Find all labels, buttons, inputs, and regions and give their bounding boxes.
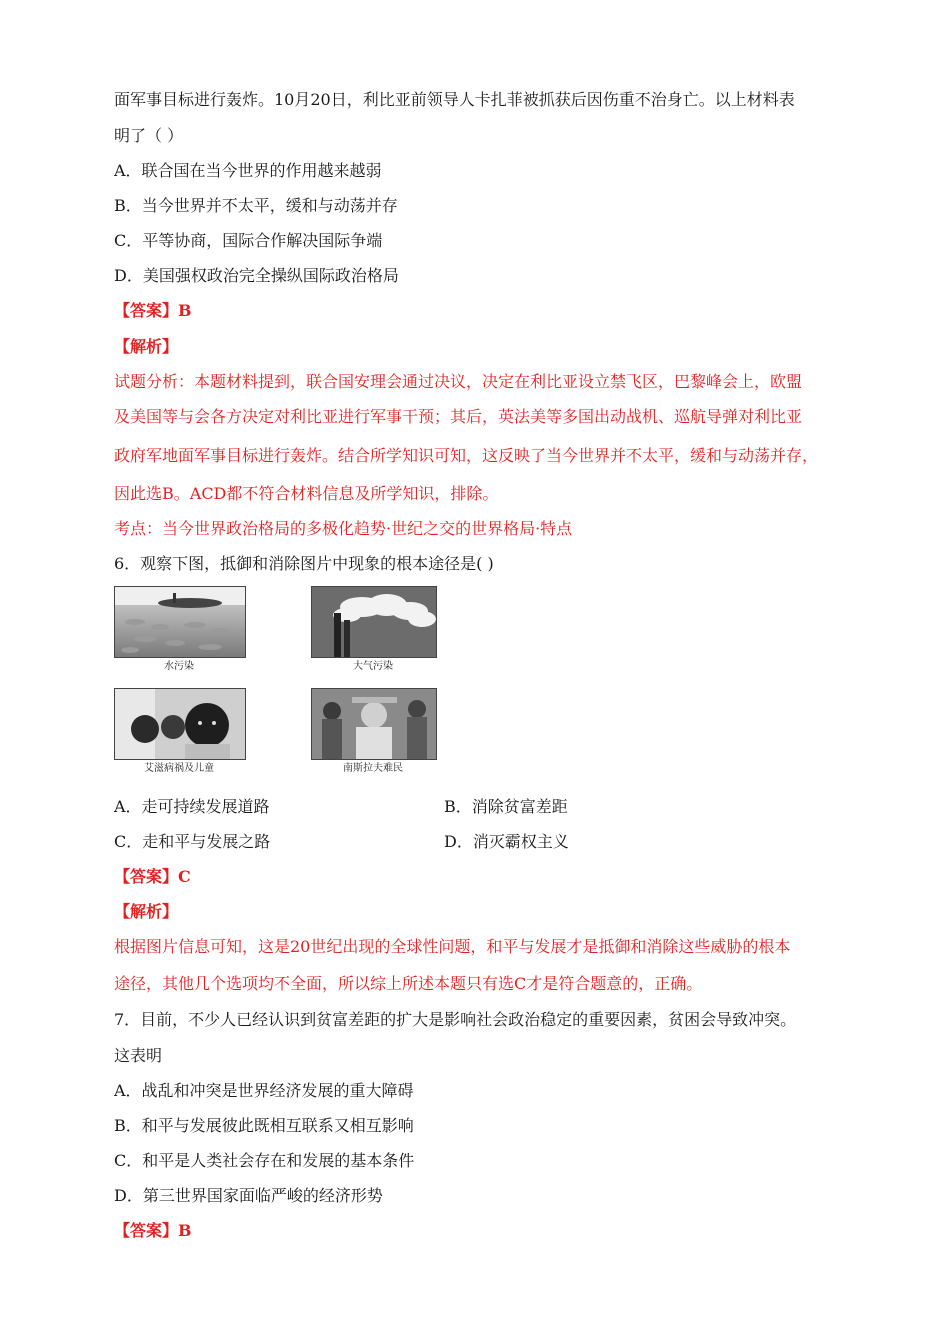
q6-option-a: A．走可持续发展道路 [114,797,270,816]
q5-key-point: 考点：当今世界政治格局的多极化趋势·世纪之交的世界格局·特点 [114,519,573,538]
q7-stem-line2: 这表明 [114,1046,163,1065]
q5-analysis-line2: 及美国等与会各方决定对利比亚进行军事干预；其后，英法美等多国出动战机、巡航导弹对利比亚 [114,407,803,426]
q6-stem: 6．观察下图，抵御和消除图片中现象的根本途径是( ) [114,554,494,573]
water-pollution-photo [114,586,246,658]
air-pollution-photo [311,586,437,658]
refugees-photo [311,688,437,760]
q5-option-d: D．美国强权政治完全操纵国际政治格局 [114,266,399,285]
q5-analysis-line3: 政府军地面军事目标进行轰炸。结合所学知识可知，这反映了当今世界并不太平，缓和与动荡并存， [114,446,819,465]
aids-children-caption: 艾滋病祸及儿童 [144,763,214,774]
q6-analysis-line1: 根据图片信息可知，这是20世纪出现的全球性问题，和平与发展才是抵御和消除这些威胁的根本 [114,937,791,956]
q5-analysis-line1: 试题分析：本题材料提到，联合国安理会通过决议，决定在利比亚设立禁飞区，巴黎峰会上，欧盟 [114,372,803,391]
q6-option-d: D．消灭霸权主义 [444,832,569,851]
q5-option-a: A．联合国在当今世界的作用越来越弱 [114,161,382,180]
water-pollution-caption: 水污染 [164,661,194,672]
q6-answer: 【答案】C [114,867,191,886]
q7-stem-line1: 7．目前，不少人已经认识到贫富差距的扩大是影响社会政治稳定的重要因素，贫困会导致冲突。 [114,1010,797,1029]
q7-answer: 【答案】B [114,1221,192,1240]
q7-option-c: C．和平是人类社会存在和发展的基本条件 [114,1151,415,1170]
q7-option-b: B．和平与发展彼此既相互联系又相互影响 [114,1116,414,1135]
q5-option-b: B．当今世界并不太平，缓和与动荡并存 [114,196,398,215]
q6-option-b: B．消除贫富差距 [444,797,568,816]
q6-option-c: C．走和平与发展之路 [114,832,271,851]
q7-option-a: A．战乱和冲突是世界经济发展的重大障碍 [114,1081,414,1100]
air-pollution-caption: 大气污染 [353,661,393,672]
q5-stem-line1: 面军事目标进行轰炸。10月20日，利比亚前领导人卡扎菲被抓获后因伤重不治身亡。以上材料表 [114,90,795,109]
q5-answer: 【答案】B [114,301,192,320]
q5-analysis-label: 【解析】 [114,337,179,356]
q6-analysis-line2: 途径，其他几个选项均不全面，所以综上所述本题只有选C才是符合题意的，正确。 [114,974,703,993]
q6-analysis-label: 【解析】 [114,902,179,921]
q7-option-d: D．第三世界国家面临严峻的经济形势 [114,1186,383,1205]
aids-children-photo [114,688,246,760]
q5-option-c: C．平等协商，国际合作解决国际争端 [114,231,383,250]
refugees-caption: 南斯拉夫难民 [343,763,403,774]
q5-analysis-line4: 因此选B。ACD都不符合材料信息及所学知识，排除。 [114,484,499,503]
q5-stem-line2: 明了（ ） [114,126,184,145]
